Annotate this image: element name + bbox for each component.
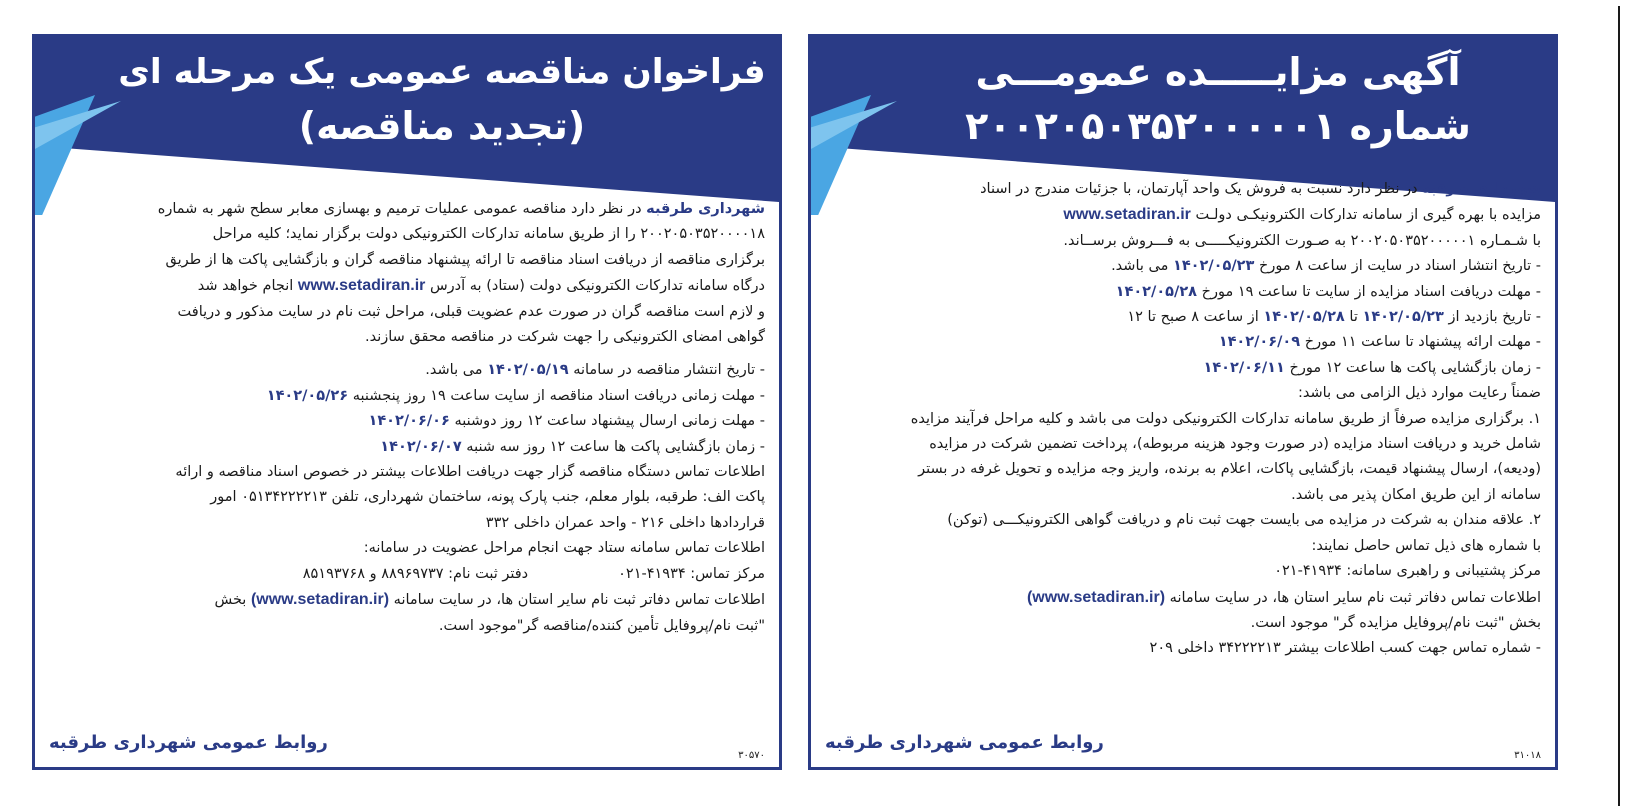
intro-line: برگزاری مناقصه از دریافت اسناد مناقصه تا ارائه پیشنهاد مناقصه گران و بازگشایی پاکت ها از طریق — [165, 251, 765, 268]
contact-line: مرکز تماس: ۴۱۹۳۴-۰۲۱دفتر ثبت نام: ۸۸۹۶۹۷۳۷ و ۸۵۱۹۳۷۶۸ — [302, 565, 765, 582]
tender-notice — [32, 34, 782, 770]
contact-line: اطلاعات تماس سامانه ستاد جهت انجام مراحل عضویت در سامانه: — [363, 540, 765, 557]
tender-body — [49, 197, 765, 639]
intro-line: درگاه سامانه تدارکات الکترونیکی دولت (ستاد) به آدرس www.setadiran.ir انجام خواهد شد — [197, 277, 765, 295]
list-item: - مهلت ارائه پیشنهاد تا ساعت ۱۱ مورخ ۱۴۰۲/۰۶/۰۹ — [1218, 334, 1541, 351]
paragraph-line: ۲. علاقه مندان به شرکت در مزایده می بایست جهت ثبت نام و دریافت گواهی الکترونیکـــی (توکن) — [947, 512, 1541, 529]
paragraph-line: شامل خرید و دریافت اسناد مزایده (در صورت وجود هزینه مربوطه)، پرداخت تضمین شرکت در مزایده — [929, 436, 1541, 453]
title-line-1: آگهی مزایـــــده عمومـــی — [975, 50, 1461, 94]
paragraph-line: سامانه از این طریق امکان پذیر می باشد. — [1291, 486, 1541, 503]
paragraph-line: مرکز پشتیبانی و راهبری سامانه: ۴۱۹۳۴-۰۲۱ — [1274, 563, 1541, 580]
contact-line: پاکت الف: طرقبه، بلوار معلم، جنب پارک پونه، ساختمان شهرداری، تلفن ۰۵۱۳۴۲۲۲۲۱۳ امور — [210, 489, 765, 506]
title-line-2: (تجدید مناقصه) — [298, 104, 586, 148]
list-item: - تاریخ انتشار مناقصه در سامانه ۱۴۰۲/۰۵/۱۹ می باشد. — [425, 362, 765, 379]
title-line-2: شماره ۲۰۰۲۰۵۰۳۵۲۰۰۰۰۰۱ — [965, 104, 1471, 148]
intro-line: و لازم است مناقصه گران در صورت عدم عضویت قبلی، مراحل ثبت نام در سایت مذکور و دریافت — [177, 303, 765, 320]
website-link: (www.setadiran.ir) — [250, 591, 390, 609]
paragraph-line: ۱. برگزاری مزایده صرفاً از طریق سامانه تدارکات الکترونیکی دولت می باشد و کلیه مراحل فرآیند مزایده — [910, 410, 1541, 427]
intro-line: ۲۰۰۲۰۵۰۳۵۲۰۰۰۰۱۸ را از طریق سامانه تدارکات الکترونیکی دولت برگزار نماید؛ کلیه مراحل — [212, 226, 765, 243]
contact-line: قراردادها داخلی ۲۱۶ - واحد عمران داخلی ۳۳۲ — [485, 514, 765, 531]
ad-code: ۳۱۰۱۸ — [1514, 750, 1541, 761]
website-link: www.setadiran.ir — [1063, 206, 1191, 224]
auction-notice — [808, 34, 1558, 770]
paragraph-line: اطلاعات تماس دفاتر ثبت نام سایر استان ها، در سایت سامانه (www.setadiran.ir) — [1026, 588, 1541, 606]
intro-line: شهرداری طرقبه در نظر دارد نسبت به فروش یک واحد آپارتمان، با جزئیات مندرج در اسناد — [980, 181, 1541, 197]
paragraph-line: با شماره های ذیل تماس حاصل نمایند: — [1311, 537, 1541, 554]
list-item: - زمان بازگشایی پاکت ها ساعت ۱۲ مورخ ۱۴۰۲/۰۶/۱۱ — [1203, 359, 1541, 376]
list-item: - مهلت زمانی ارسال پیشنهاد ساعت ۱۲ روز دوشنبه ۱۴۰۲/۰۶/۰۶ — [368, 413, 765, 430]
intro-line: شهرداری طرقبه در نظر دارد مناقصه عمومی عملیات ترمیم و بهسازی معابر سطح شهر به شماره — [157, 201, 765, 217]
list-item: - تاریخ بازدید از ۱۴۰۲/۰۵/۲۳ تا ۱۴۰۲/۰۵/۲۸ از ساعت ۸ صبح تا ۱۲ — [1127, 309, 1541, 326]
list-item: - زمان بازگشایی پاکت ها ساعت ۱۲ روز سه شنبه ۱۴۰۲/۰۶/۰۷ — [380, 438, 765, 455]
note-line: ضمناً رعایت موارد ذیل الزامی می باشد: — [1298, 385, 1541, 402]
list-item: - مهلت زمانی دریافت اسناد مناقصه از سایت ساعت ۱۹ روز پنجشنبه ۱۴۰۲/۰۵/۲۶ — [266, 387, 765, 404]
title-line-1: فراخوان مناقصه عمومی یک مرحله ای — [118, 52, 766, 92]
intro-line: با شـمـاره ۲۰۰۲۰۵۰۳۵۲۰۰۰۰۰۱ به صـورت الکترونیکـــــی به فـــروش برســاند. — [1063, 232, 1541, 249]
ad-code: ۳۰۵۷۰ — [738, 750, 765, 761]
public-relations-signature: روابط عمومی شهرداری طرقبه — [49, 732, 328, 753]
list-item: - تاریخ انتشار اسناد در سایت از ساعت ۸ مورخ ۱۴۰۲/۰۵/۲۳ می باشد. — [1111, 258, 1541, 275]
intro-line: مزایده با بهره گیری از سامانه تدارکات الکترونیکـی دولـت www.setadiran.ir — [1063, 206, 1541, 224]
list-item: - مهلت دریافت اسناد مزایده از سایت تا ساعت ۱۹ مورخ ۱۴۰۲/۰۵/۲۸ — [1115, 283, 1541, 300]
auction-body — [825, 177, 1541, 662]
page-edge-rule — [1618, 6, 1620, 806]
paragraph-line: (ودیعه)، ارسال پیشنهاد قیمت، بازگشایی پاکات، اعلام به برنده، واریز وجه مزایده و تحویل غرفه در بستر — [918, 461, 1541, 478]
org-name: شهرداری طرقبه — [1422, 181, 1541, 197]
intro-line: گواهی امضای الکترونیکی را جهت شرکت در مناقصه محقق سازند. — [365, 329, 765, 346]
paragraph-line: - شماره تماس جهت کسب اطلاعات بیشتر ۳۴۲۲۲۲۱۳ داخلی ۲۰۹ — [1149, 640, 1541, 657]
tender-title — [115, 45, 769, 153]
website-link: www.setadiran.ir — [297, 277, 426, 295]
org-name: شهرداری طرقبه — [646, 201, 765, 217]
contact-line: اطلاعات تماس دستگاه مناقصه گزار جهت دریافت اطلاعات بیشتر در خصوص اسناد مناقصه و ارائه — [175, 464, 765, 481]
public-relations-signature: روابط عمومی شهرداری طرقبه — [825, 732, 1104, 753]
contact-line: "ثبت نام/پروفایل تأمین کننده/مناقصه گر"موجود است. — [438, 617, 765, 634]
paragraph-line: بخش "ثبت نام/پروفایل مزایده گر" موجود است. — [1250, 614, 1541, 631]
auction-title — [891, 45, 1545, 153]
contact-line: اطلاعات تماس دفاتر ثبت نام سایر استان ها، در سایت سامانه (www.setadiran.ir) بخش — [214, 591, 765, 609]
website-link: (www.setadiran.ir) — [1026, 588, 1166, 606]
